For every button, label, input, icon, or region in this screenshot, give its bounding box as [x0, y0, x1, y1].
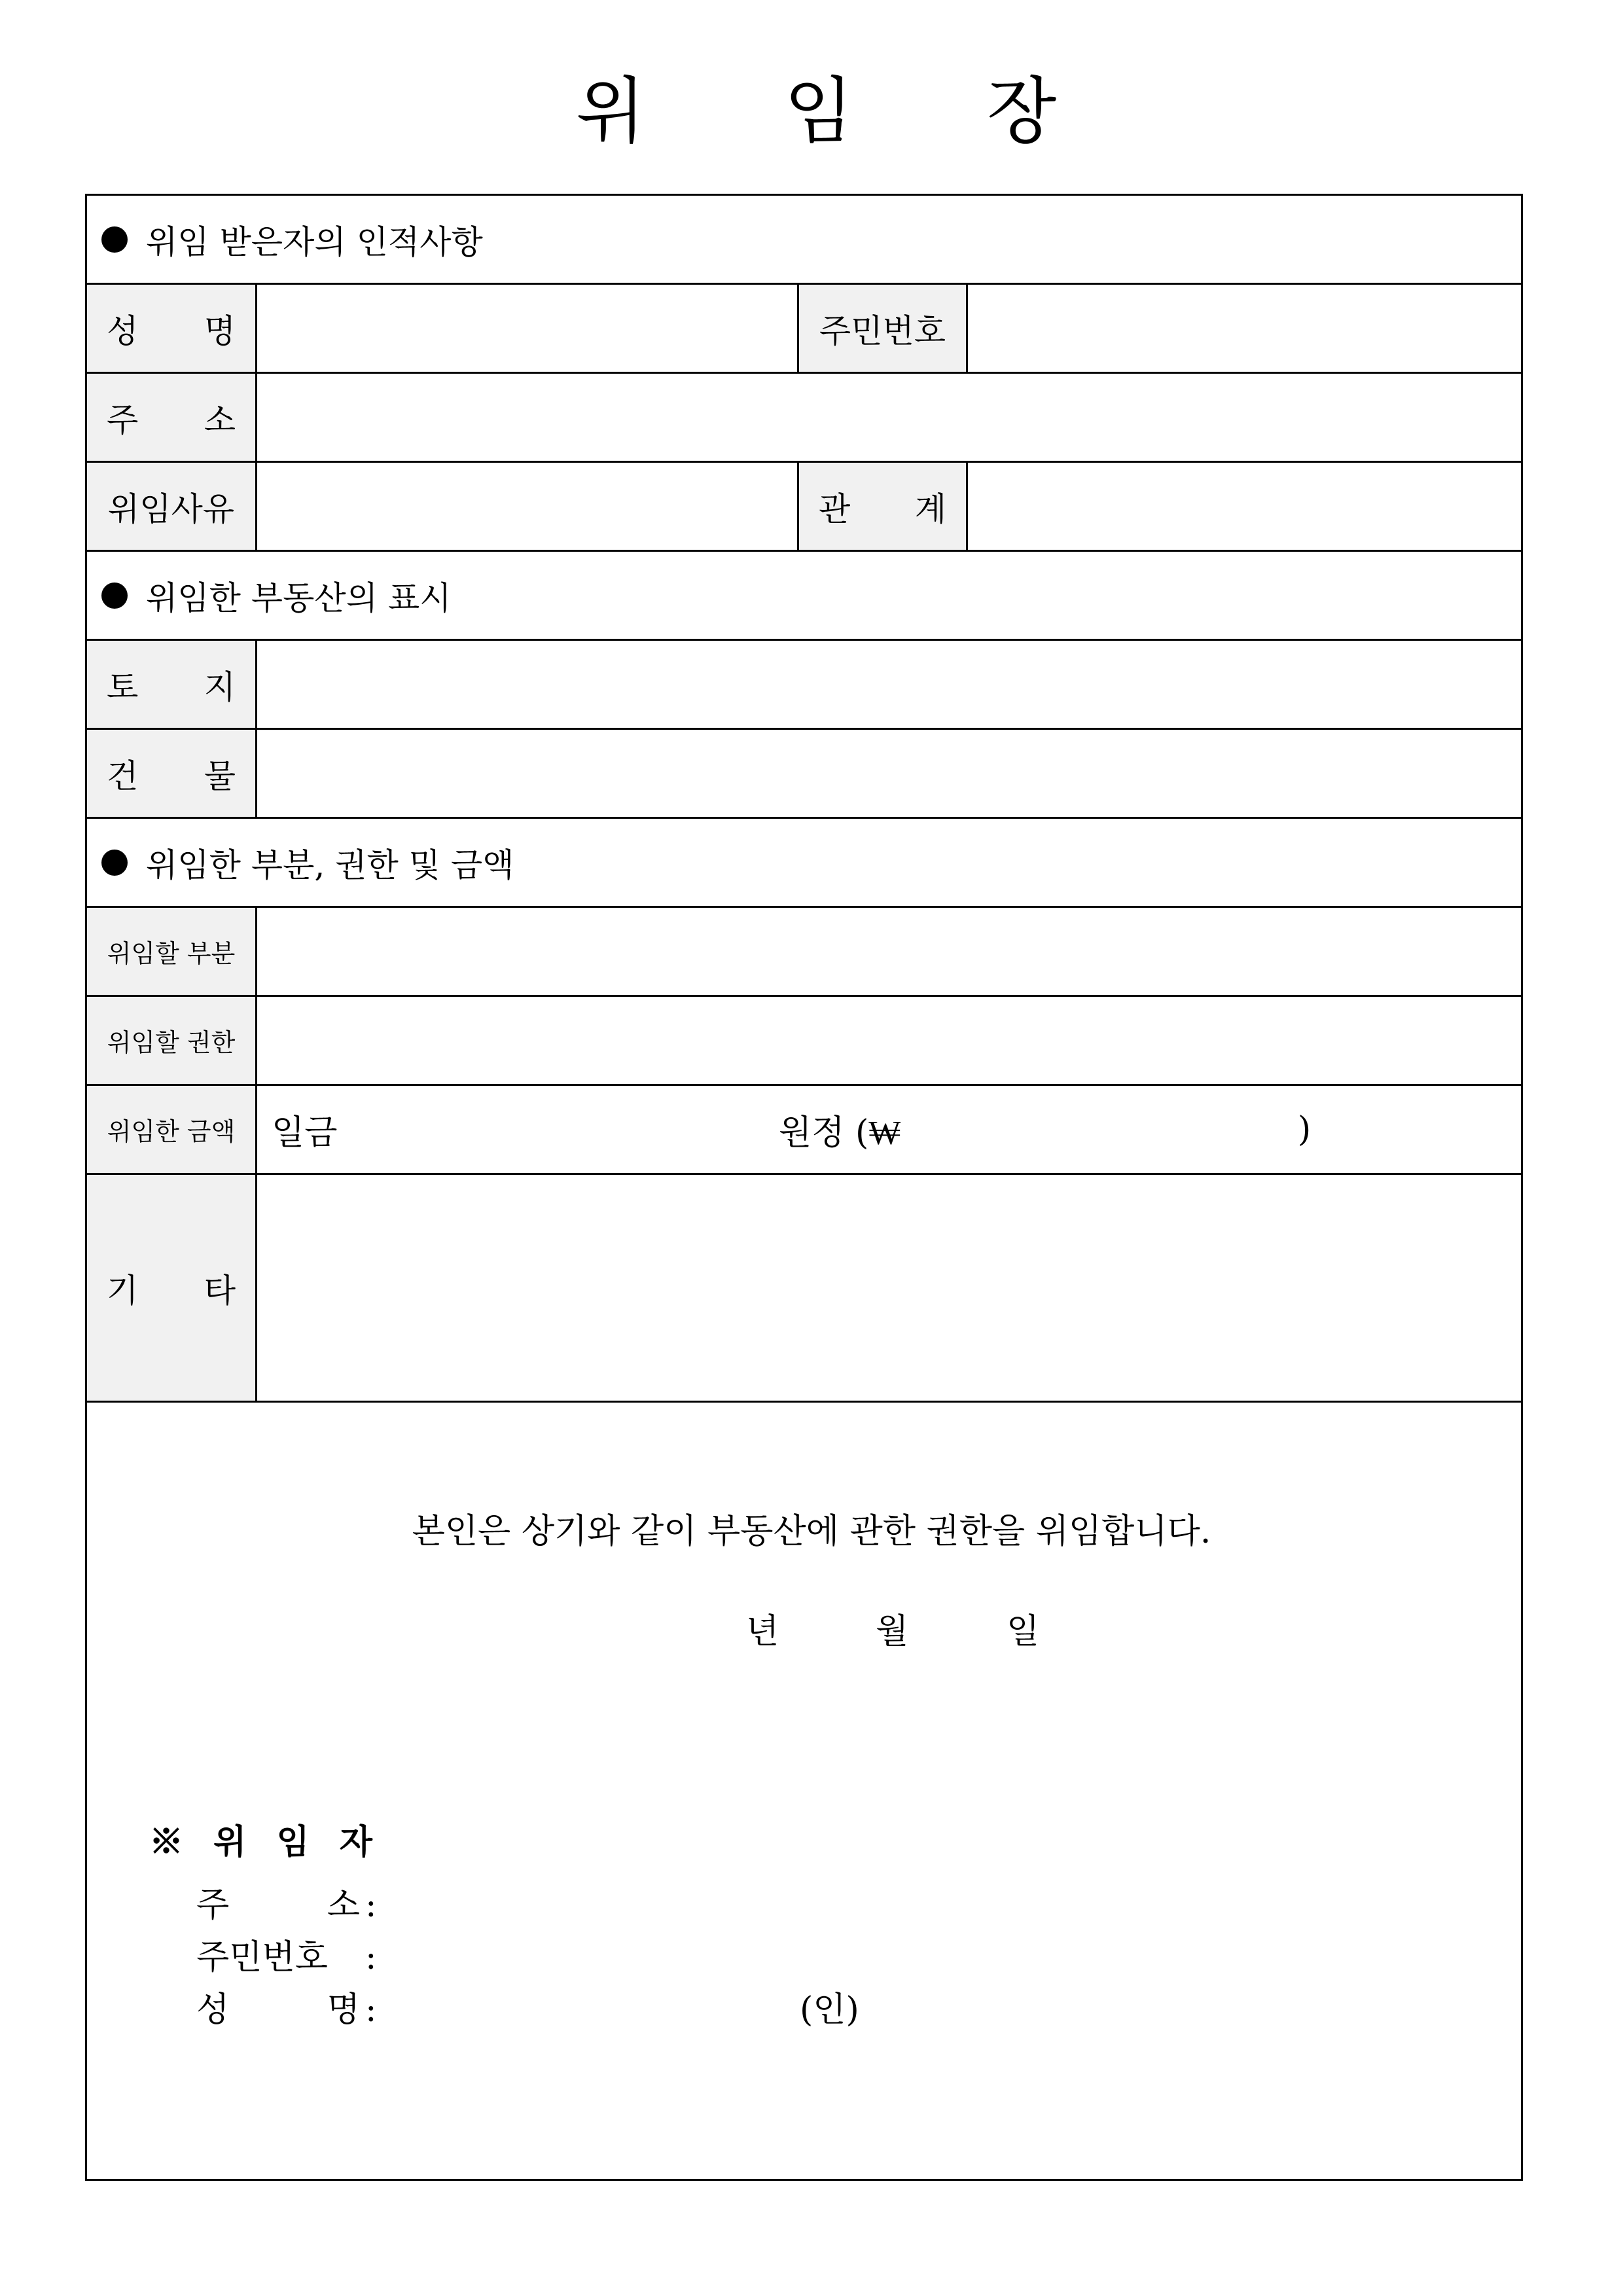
grantee-name-field[interactable]	[257, 285, 797, 372]
address-label-char-1: 주	[107, 401, 139, 439]
delegated-authority-label: 위임할 권한	[87, 997, 257, 1084]
other-field[interactable]	[257, 1175, 1521, 1401]
delegator-name-char-2: 명	[327, 1990, 360, 2030]
date-month-label: 월	[876, 1612, 909, 1651]
section-heading	[87, 552, 1521, 639]
delegator-id-row	[196, 1935, 377, 1981]
building-label-char-1: 건	[107, 757, 139, 795]
other-label-char-2: 타	[204, 1271, 236, 1310]
section-grantee-heading-row	[87, 196, 1521, 285]
delegator-id-label: 주민번호	[196, 1938, 328, 1977]
building-field[interactable]	[257, 730, 1521, 817]
building-row	[87, 730, 1521, 819]
section-scope-heading-row	[87, 819, 1521, 908]
delegator-name-char-1: 성	[196, 1990, 230, 2030]
delegator-heading: ※ 위 임 자	[149, 1822, 382, 1862]
land-row	[87, 641, 1521, 730]
name-label-char-2: 명	[204, 312, 236, 350]
other-label-char-1: 기	[107, 1271, 139, 1310]
building-label	[87, 730, 257, 817]
name-label-char-1: 성	[107, 312, 139, 350]
delegated-authority-field[interactable]	[257, 997, 1521, 1084]
grantee-address-field[interactable]	[257, 374, 1521, 461]
section-heading	[87, 819, 1521, 906]
delegated-amount-row	[87, 1086, 1521, 1175]
date-year-label: 년	[746, 1612, 779, 1651]
delegator-address-char-2: 소	[327, 1886, 360, 1925]
delegated-part-field[interactable]	[257, 908, 1521, 995]
relation-label-char-2: 계	[914, 490, 946, 528]
delegation-reason-field[interactable]	[257, 463, 797, 550]
bullet-icon	[101, 850, 128, 876]
delegated-part-row	[87, 908, 1521, 997]
bullet-icon	[101, 226, 128, 253]
delegator-name-label	[196, 1987, 360, 2033]
delegated-amount-field[interactable]	[257, 1086, 1521, 1173]
delegator-name-row	[196, 1987, 377, 2033]
amount-suffix: 원정 (₩	[779, 1113, 901, 1153]
delegator-address-label	[196, 1882, 360, 1928]
colon: :	[365, 1990, 377, 2030]
id-number-label: 주민번호	[797, 285, 968, 372]
seal-mark[interactable]: (인)	[800, 1990, 859, 2030]
grantee-id-number-field[interactable]	[968, 285, 1521, 372]
title-char-2: 임	[784, 69, 854, 153]
section-property-heading-row	[87, 552, 1521, 641]
land-label	[87, 641, 257, 728]
title-char-1: 위	[576, 69, 646, 153]
colon: :	[365, 1938, 377, 1977]
delegated-amount-label: 위임한 금액	[87, 1086, 257, 1173]
document-title	[0, 62, 1623, 160]
grantee-name-row	[87, 285, 1521, 374]
relation-field[interactable]	[968, 463, 1521, 550]
reason-label: 위임사유	[87, 463, 257, 550]
building-label-char-2: 물	[204, 757, 236, 795]
address-label-char-2: 소	[204, 401, 236, 439]
land-field[interactable]	[257, 641, 1521, 728]
land-label-char-1: 토	[107, 668, 139, 706]
delegation-statement: 본인은 상기와 같이 부동산에 관한 권한을 위임합니다.	[412, 1512, 1211, 1551]
amount-prefix: 일금	[272, 1113, 338, 1153]
delegated-part-label: 위임할 부분	[87, 908, 257, 995]
title-char-3: 장	[987, 69, 1057, 153]
amount-close-paren: )	[1298, 1109, 1311, 1149]
bullet-icon	[101, 583, 128, 609]
relation-label	[797, 463, 968, 550]
name-label	[87, 285, 257, 372]
address-label	[87, 374, 257, 461]
delegator-address-row	[196, 1882, 377, 1928]
section-heading	[87, 196, 1521, 283]
colon: :	[365, 1886, 377, 1925]
delegated-authority-row	[87, 997, 1521, 1086]
other-label	[87, 1175, 257, 1401]
delegator-address-char-1: 주	[196, 1886, 230, 1925]
other-row	[87, 1175, 1521, 1403]
date-day-label: 일	[1007, 1612, 1040, 1651]
land-label-char-2: 지	[204, 668, 236, 706]
grantee-address-row	[87, 374, 1521, 463]
relation-label-char-1: 관	[819, 490, 851, 528]
section-title-grantee: 위임 받은자의 인적사항	[146, 223, 483, 261]
grantee-reason-row	[87, 463, 1521, 552]
section-title-property: 위임한 부동산의 표시	[146, 579, 452, 617]
section-title-scope: 위임한 부분, 권한 및 금액	[146, 846, 514, 884]
